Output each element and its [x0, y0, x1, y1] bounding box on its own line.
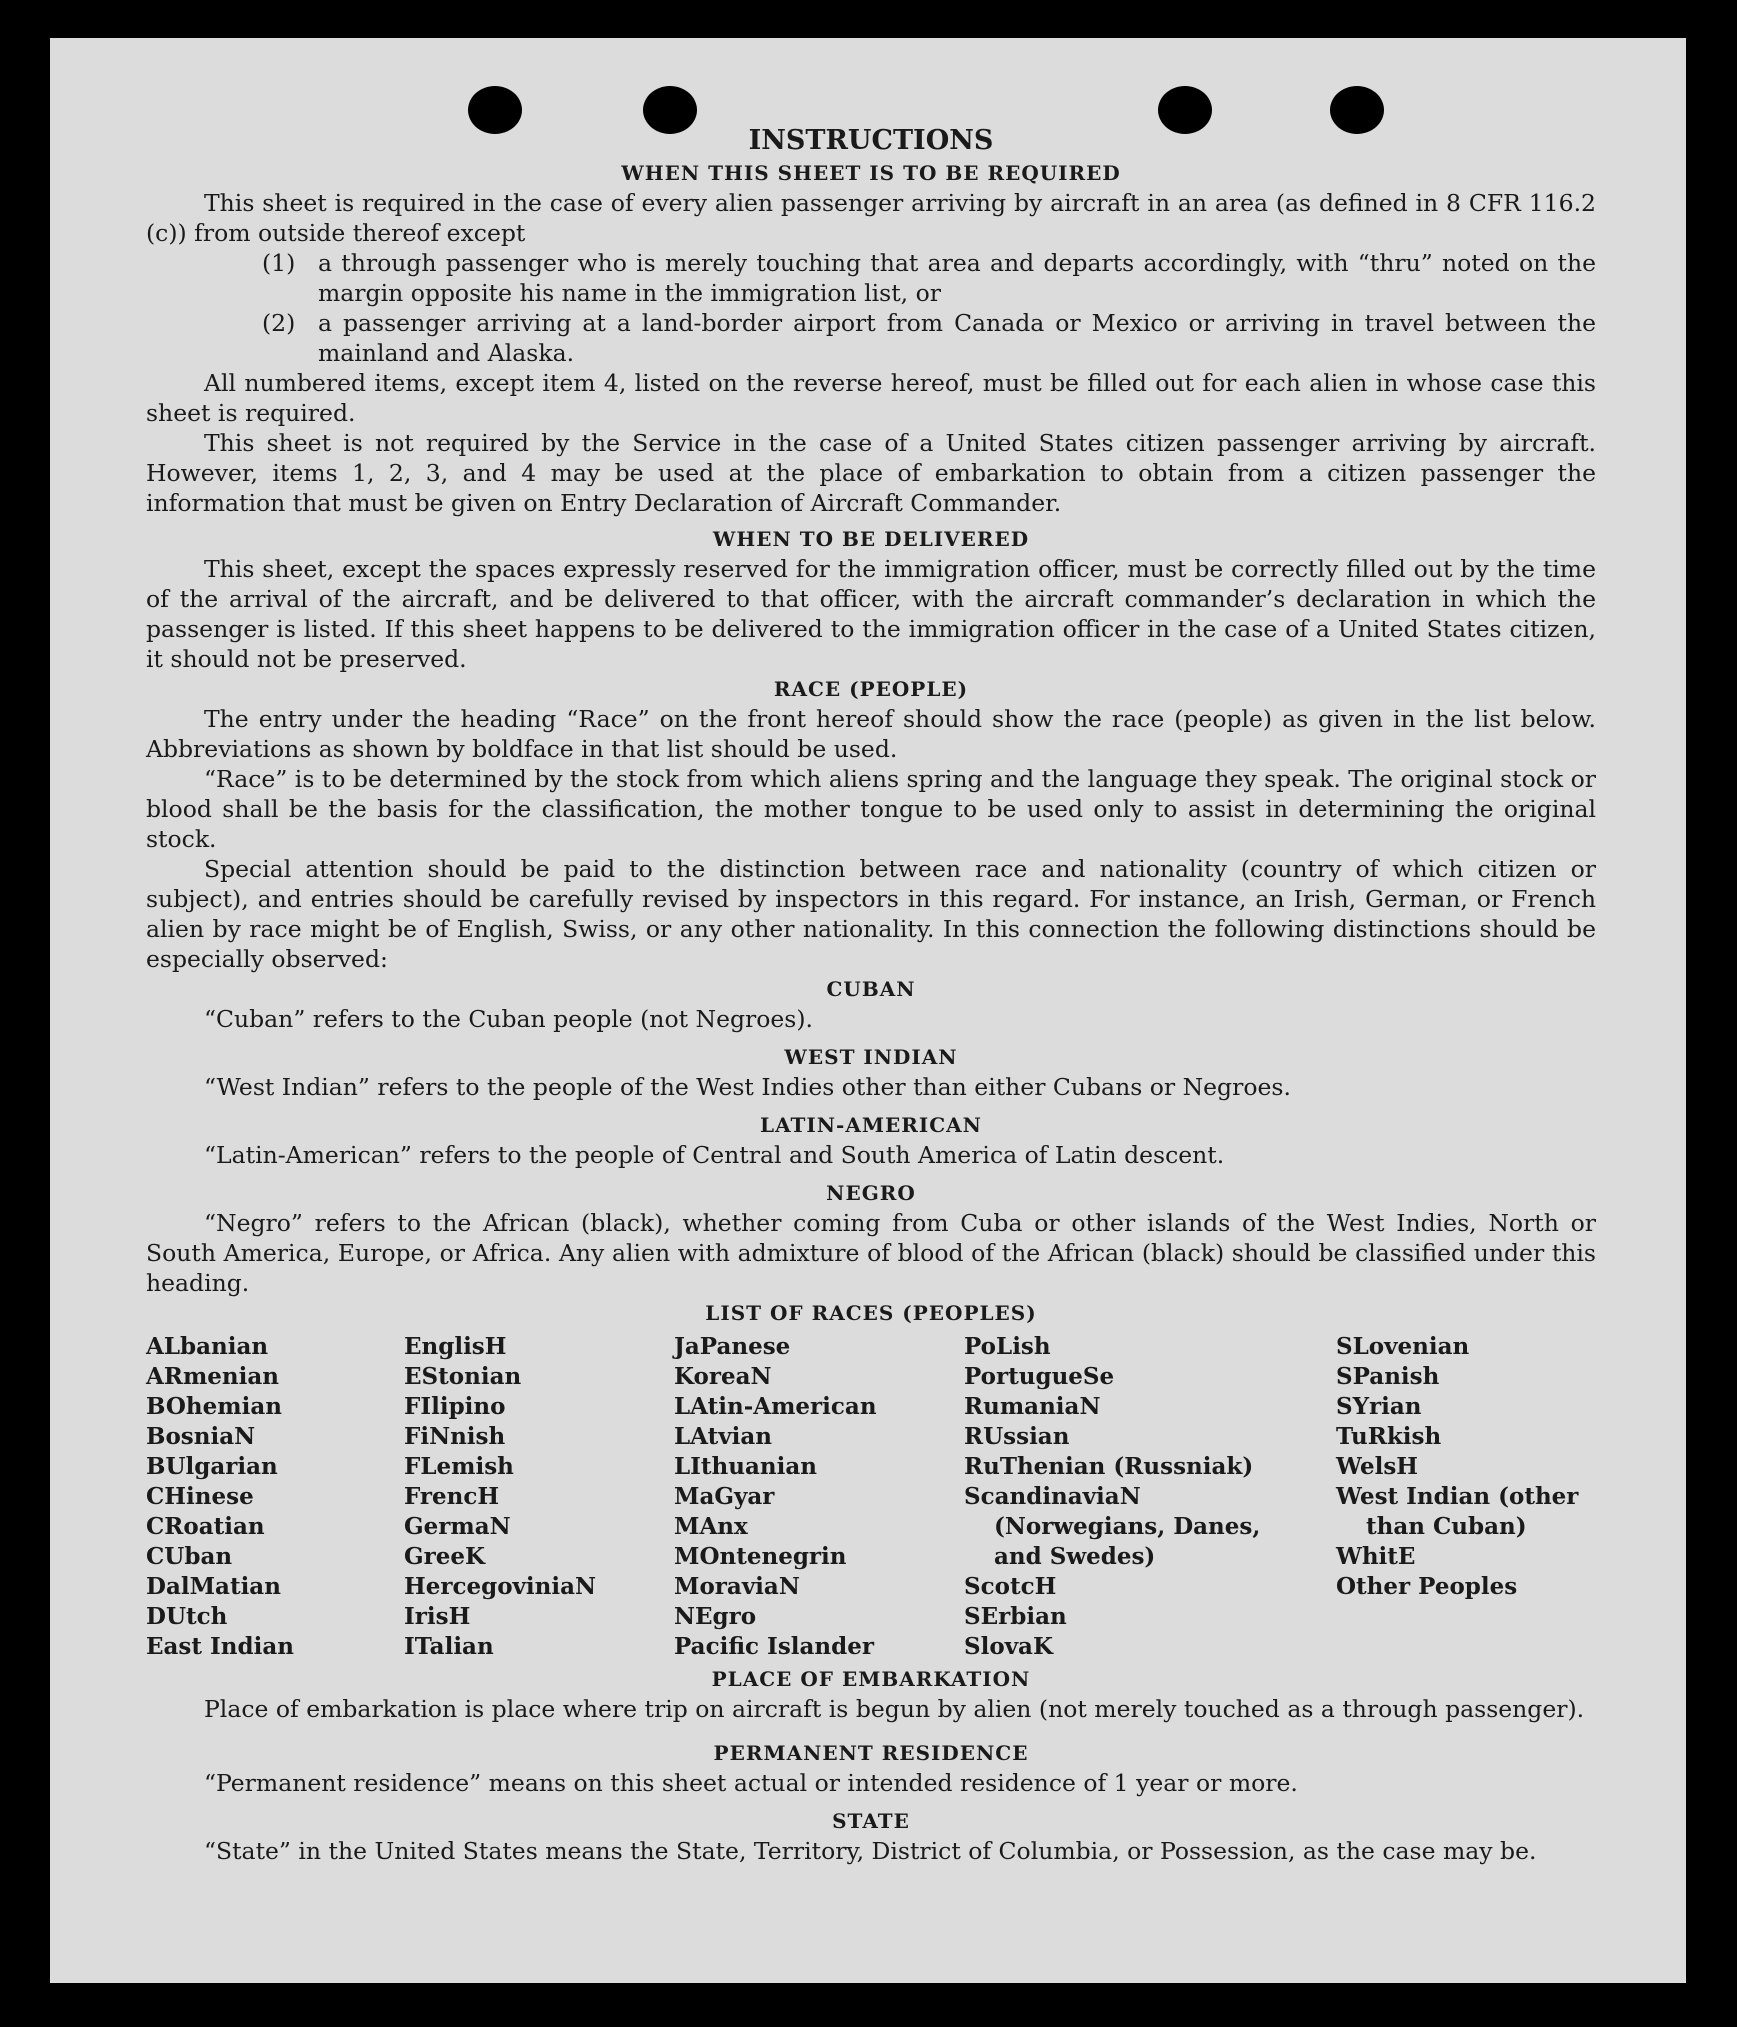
race-item: ScandinaviaN (Norwegians, Danes, and Swedes): [964, 1483, 1261, 1570]
race-item: NEgro: [674, 1603, 757, 1630]
race-item: PoLish: [964, 1333, 1051, 1360]
race-item: FiNnish: [404, 1423, 506, 1450]
heading-cuban: CUBAN: [826, 977, 916, 1001]
paragraph: “State” in the United States means the State, Territory, District of Columbia, or Possession, as the case may be.: [204, 1837, 1537, 1865]
heading-delivered: WHEN TO BE DELIVERED: [712, 527, 1030, 551]
race-item: EnglisH: [404, 1333, 507, 1360]
race-item: GreeK: [404, 1543, 486, 1570]
race-item: JaPanese: [674, 1333, 791, 1360]
item-text: a passenger arriving at a land-border airport from Canada or Mexico or arriving in travel between the mainland and Alaska.: [318, 309, 1596, 367]
exception-item: [262, 308, 1596, 368]
race-item: SYrian: [1336, 1393, 1422, 1420]
race-item: West Indian (other than Cuban): [1336, 1483, 1579, 1540]
race-item: CUban: [146, 1543, 233, 1570]
paragraph: This sheet is required in the case of every alien passenger arriving by aircraft in an area (as defined in 8 CFR 116.2 (c)) from outside thereof except: [146, 189, 1596, 247]
paragraph: “Permanent residence” means on this sheet actual or intended residence of 1 year or more.: [204, 1769, 1298, 1797]
document-sheet: [50, 38, 1686, 1983]
race-item: ARmenian: [146, 1363, 280, 1390]
race-item: RUssian: [964, 1423, 1070, 1450]
race-item: RuThenian (Russniak): [964, 1453, 1254, 1480]
race-item: MAnx: [674, 1513, 748, 1540]
races-column: [404, 1332, 674, 1662]
paragraph: This sheet is not required by the Service in the case of a United States citizen passenger arriving by aircraft. However, items 1, 2, 3, and 4 may be used at the place of embarkation to obtain from a citizen passenger the information that must be given on Entry Declaration of Aircraft Commander.: [146, 429, 1596, 517]
race-item: LAtvian: [674, 1423, 772, 1450]
race-item: ALbanian: [146, 1333, 269, 1360]
race-item: BOhemian: [146, 1393, 282, 1420]
race-item: WhitE: [1336, 1543, 1416, 1570]
document-body: [146, 124, 1596, 1866]
item-number: (2): [262, 309, 296, 337]
race-item: Pacific Islander: [674, 1633, 874, 1660]
paragraph: “Race” is to be determined by the stock from which aliens spring and the language they speak. The original stock or blood shall be the basis for the classification, the mother tongue to be used only to assist in determining the original stock.: [146, 765, 1596, 853]
race-item: LIthuanian: [674, 1453, 817, 1480]
race-item: ScotcH: [964, 1573, 1057, 1600]
exception-item: [262, 248, 1596, 308]
races-column: [674, 1332, 964, 1662]
race-item: IrisH: [404, 1603, 471, 1630]
race-item: FrencH: [404, 1483, 500, 1510]
race-item: CRoatian: [146, 1513, 265, 1540]
heading-residence: PERMANENT RESIDENCE: [713, 1741, 1029, 1765]
race-item: HercegoviniaN: [404, 1573, 597, 1600]
races-list: [146, 1332, 1596, 1662]
paragraph: The entry under the heading “Race” on the front hereof should show the race (people) as given in the list below. Abbreviations as shown by boldface in that list should be used.: [146, 705, 1596, 763]
race-item: BUlgarian: [146, 1453, 278, 1480]
paragraph: “West Indian” refers to the people of the West Indies other than either Cubans or Negroes.: [204, 1073, 1291, 1101]
heading-negro: NEGRO: [826, 1181, 916, 1205]
race-item: CHinese: [146, 1483, 254, 1510]
race-item: RumaniaN: [964, 1393, 1101, 1420]
paragraph: All numbered items, except item 4, listed on the reverse hereof, must be filled out for each alien in whose case this sheet is required.: [146, 369, 1596, 427]
paragraph: “Negro” refers to the African (black), whether coming from Cuba or other islands of the West Indies, North or South America, Europe, or Africa. Any alien with admixture of blood of the African (black) should be classified under this heading.: [146, 1209, 1596, 1297]
paragraph: Place of embarkation is place where trip on aircraft is begun by alien (not merely touched as a through passenger).: [204, 1695, 1585, 1723]
heading-race: RACE (PEOPLE): [773, 677, 969, 701]
race-item: PortugueSe: [964, 1363, 1115, 1390]
race-item: MOntenegrin: [674, 1543, 847, 1570]
races-column: [1336, 1332, 1596, 1662]
paragraph: Special attention should be paid to the distinction between race and nationality (country of which citizen or subject), and entries should be carefully revised by inspectors in this regard. For instance, an Irish, German, or French alien by race might be of English, Swiss, or any other nationality. In this connection the following distinctions should be especially observed:: [146, 855, 1596, 973]
item-number: (1): [262, 249, 296, 277]
paragraph: This sheet, except the spaces expressly reserved for the immigration officer, must be correctly filled out by the time of the arrival of the aircraft, and be delivered to that officer, with the aircraft commander’s declaration in which the passenger is listed. If this sheet happens to be delivered to the immigration officer in the case of a United States citizen, it should not be preserved.: [146, 555, 1596, 673]
race-item: MoraviaN: [674, 1573, 800, 1600]
race-item: Other Peoples: [1336, 1573, 1518, 1600]
heading-west-indian: WEST INDIAN: [784, 1045, 958, 1069]
paragraph: “Cuban” refers to the Cuban people (not Negroes).: [204, 1005, 814, 1033]
race-item: EStonian: [404, 1363, 522, 1390]
race-item: MaGyar: [674, 1483, 775, 1510]
race-item: DUtch: [146, 1603, 228, 1630]
race-item: SlovaK: [964, 1633, 1053, 1660]
heading-embarkation: PLACE OF EMBARKATION: [711, 1667, 1031, 1691]
race-item: SPanish: [1336, 1363, 1440, 1390]
race-item: SLovenian: [1336, 1333, 1470, 1360]
race-item: ITalian: [404, 1633, 494, 1660]
race-item: LAtin-American: [674, 1393, 877, 1420]
race-item: FLemish: [404, 1453, 514, 1480]
race-item: WelsH: [1336, 1453, 1419, 1480]
race-item: FIlipino: [404, 1393, 506, 1420]
races-column: [146, 1332, 404, 1662]
race-item: GermaN: [404, 1513, 511, 1540]
race-item: DalMatian: [146, 1573, 281, 1600]
heading-state: STATE: [832, 1809, 910, 1833]
race-item: KoreaN: [674, 1363, 772, 1390]
heading-latin-american: LATIN-AMERICAN: [760, 1113, 982, 1137]
item-text: a through passenger who is merely touching that area and departs accordingly, with “thru” noted on the margin opposite his name in the immigration list, or: [318, 249, 1596, 307]
race-item: East Indian: [146, 1633, 294, 1660]
race-item: TuRkish: [1336, 1423, 1442, 1450]
races-column: [964, 1332, 1336, 1662]
page-title: INSTRUCTIONS: [748, 125, 994, 156]
race-item: SErbian: [964, 1603, 1067, 1630]
heading-required: WHEN THIS SHEET IS TO BE REQUIRED: [621, 161, 1121, 185]
paragraph: “Latin-American” refers to the people of Central and South America of Latin descent.: [204, 1141, 1225, 1169]
heading-list-of-races: LIST OF RACES (PEOPLES): [705, 1301, 1037, 1325]
race-item: BosniaN: [146, 1423, 256, 1450]
